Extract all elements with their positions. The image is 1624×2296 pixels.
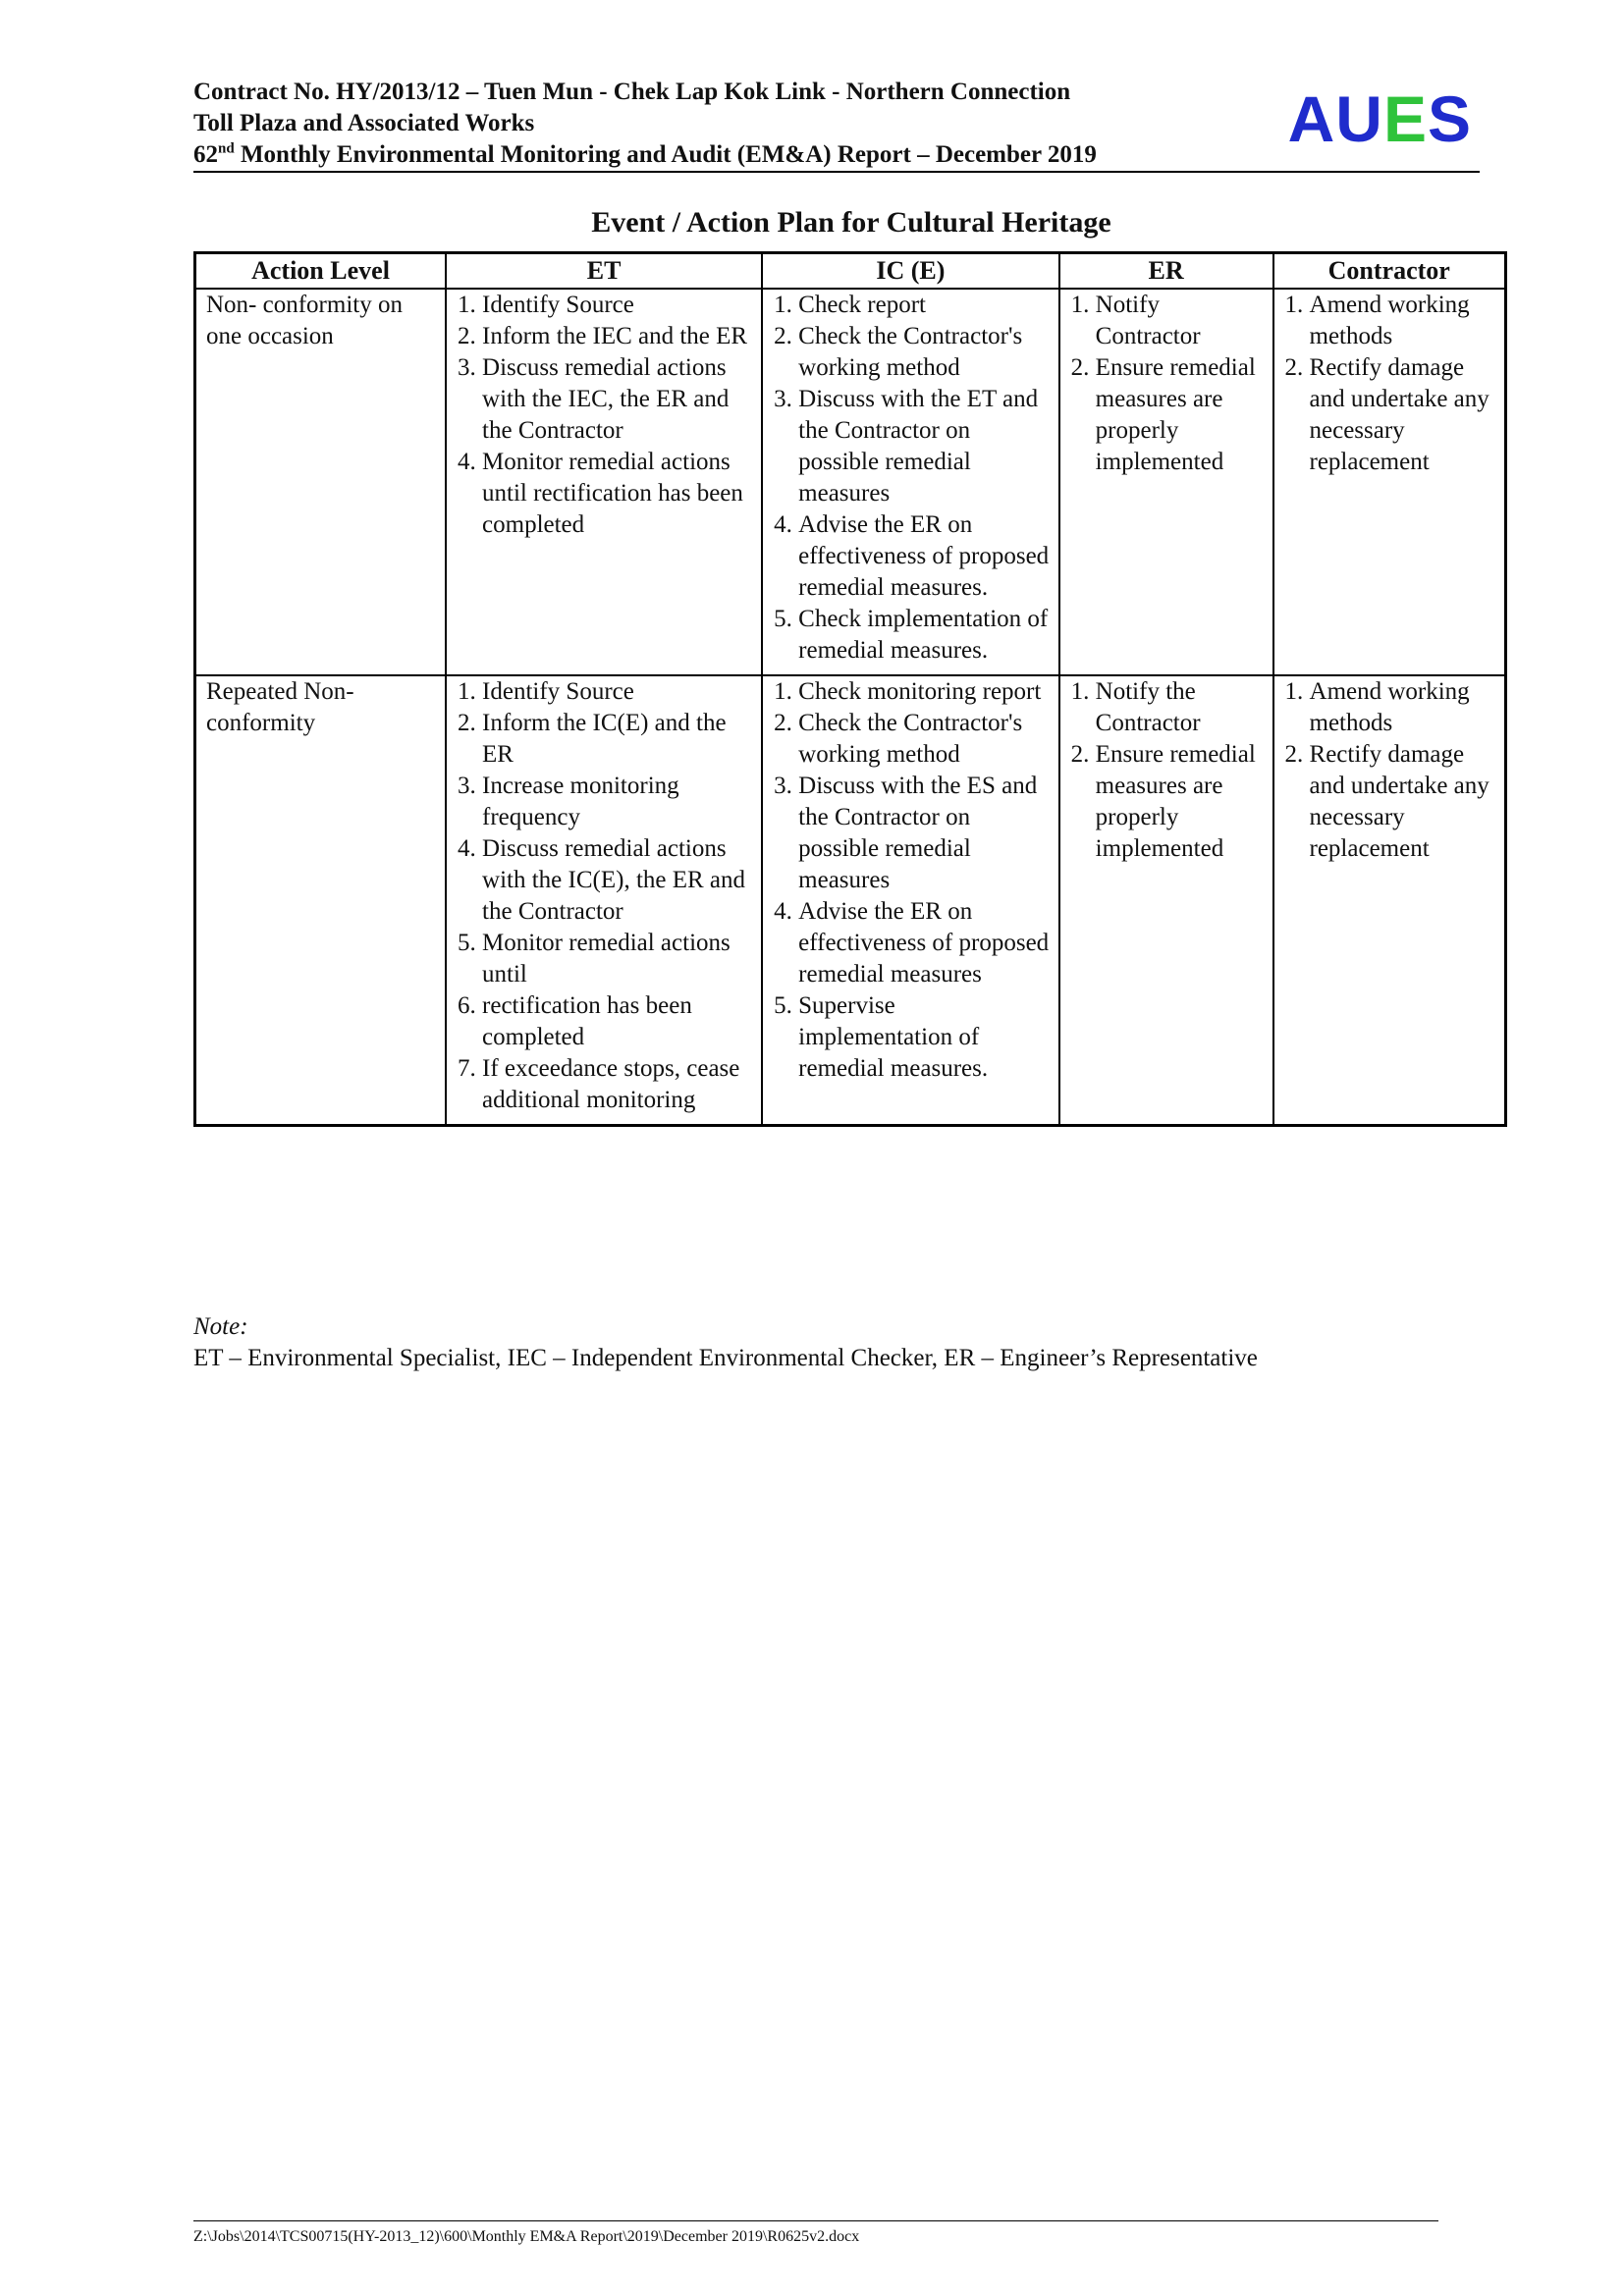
action-item: 4. Monitor remedial actions until rectification has been completed xyxy=(482,447,753,541)
cell-et xyxy=(446,289,762,675)
action-item: 2. Ensure remedial measures are properly implemented xyxy=(1096,739,1265,865)
action-item: 4. Discuss remedial actions with the IC(E), the ER and the Contractor xyxy=(482,833,753,928)
action-item: 4. Advise the ER on effectiveness of proposed remedial measures. xyxy=(798,509,1051,604)
header-et: ET xyxy=(446,253,762,290)
action-item: 4. Advise the ER on effectiveness of proposed remedial measures xyxy=(798,896,1051,990)
action-list xyxy=(1284,676,1496,865)
action-item: 1. Amend working methods xyxy=(1310,290,1496,352)
action-item: 7. If exceedance stops, cease additional monitoring xyxy=(482,1053,753,1116)
action-item: 3. Discuss with the ES and the Contractor on possible remedial measures xyxy=(798,771,1051,896)
action-item: 5. Check implementation of remedial measures. xyxy=(798,604,1051,667)
action-list xyxy=(457,290,753,541)
header-text xyxy=(193,77,1480,171)
note-label: Note: xyxy=(193,1313,248,1340)
cell-contractor xyxy=(1273,289,1506,675)
cell-et xyxy=(446,675,762,1126)
action-item: 3. Increase monitoring frequency xyxy=(482,771,753,833)
action-item: 1. Check report xyxy=(798,290,1051,321)
action-item: 5. Supervise implementation of remedial measures. xyxy=(798,990,1051,1085)
action-list xyxy=(1070,290,1265,478)
action-list xyxy=(1070,676,1265,865)
header-line-3: 62nd Monthly Environmental Monitoring and Audit (EM&A) Report – December 2019 xyxy=(193,140,1097,168)
table-header-row xyxy=(195,253,1506,290)
cell-action-level: Repeated Non-conformity xyxy=(195,675,447,1126)
action-item: 1. Identify Source xyxy=(482,676,753,708)
header-er: ER xyxy=(1059,253,1273,290)
page-header xyxy=(193,77,1480,171)
action-item: 2. Inform the IC(E) and the ER xyxy=(482,708,753,771)
aues-logo: AUES xyxy=(1287,82,1472,155)
header-line-2: Toll Plaza and Associated Works xyxy=(193,110,535,136)
row-repeated-non-conformity xyxy=(195,675,1506,1126)
action-item: 3. Discuss remedial actions with the IEC, the ER and the Contractor xyxy=(482,352,753,447)
header-divider xyxy=(193,171,1480,173)
action-item: 2. Ensure remedial measures are properly implemented xyxy=(1096,352,1265,478)
action-item: 6. rectification has been completed xyxy=(482,990,753,1053)
cell-er xyxy=(1059,675,1273,1126)
action-item: 2. Rectify damage and undertake any necessary replacement xyxy=(1310,352,1496,478)
action-item: 1. Notify Contractor xyxy=(1096,290,1265,352)
table-title: Event / Action Plan for Cultural Heritage xyxy=(591,206,1111,239)
action-list xyxy=(773,290,1051,667)
cell-ic xyxy=(762,289,1059,675)
action-item: 3. Discuss with the ET and the Contractor on possible remedial measures xyxy=(798,384,1051,509)
action-item: 2. Check the Contractor's working method xyxy=(798,321,1051,384)
footer-file-path: Z:\Jobs\2014\TCS00715(HY-2013_12)\600\Monthly EM&A Report\2019\December 2019\R0625v2.docx xyxy=(193,2228,860,2245)
event-action-plan-table xyxy=(193,251,1507,1127)
cell-action-level: Non- conformity on one occasion xyxy=(195,289,447,675)
action-list xyxy=(773,676,1051,1085)
header-line-1: Contract No. HY/2013/12 – Tuen Mun - Chek Lap Kok Link - Northern Connection xyxy=(193,79,1071,105)
cell-ic xyxy=(762,675,1059,1126)
action-item: 1. Notify the Contractor xyxy=(1096,676,1265,739)
action-item: 2. Inform the IEC and the ER xyxy=(482,321,753,352)
table-note xyxy=(193,1311,1258,1374)
action-item: 1. Identify Source xyxy=(482,290,753,321)
action-item: 1. Amend working methods xyxy=(1310,676,1496,739)
footer-divider xyxy=(193,2220,1438,2221)
note-text: ET – Environmental Specialist, IEC – Independent Environmental Checker, ER – Engineer’s Representative xyxy=(193,1345,1258,1371)
action-list xyxy=(1284,290,1496,478)
action-item: 2. Rectify damage and undertake any necessary replacement xyxy=(1310,739,1496,865)
cell-er xyxy=(1059,289,1273,675)
action-item: 5. Monitor remedial actions until xyxy=(482,928,753,990)
action-item: 2. Check the Contractor's working method xyxy=(798,708,1051,771)
header-ic: IC (E) xyxy=(762,253,1059,290)
cell-contractor xyxy=(1273,675,1506,1126)
header-action-level: Action Level xyxy=(195,253,447,290)
row-non-conformity-one-occasion xyxy=(195,289,1506,675)
action-item: 1. Check monitoring report xyxy=(798,676,1051,708)
header-contractor: Contractor xyxy=(1273,253,1506,290)
action-list xyxy=(457,676,753,1116)
